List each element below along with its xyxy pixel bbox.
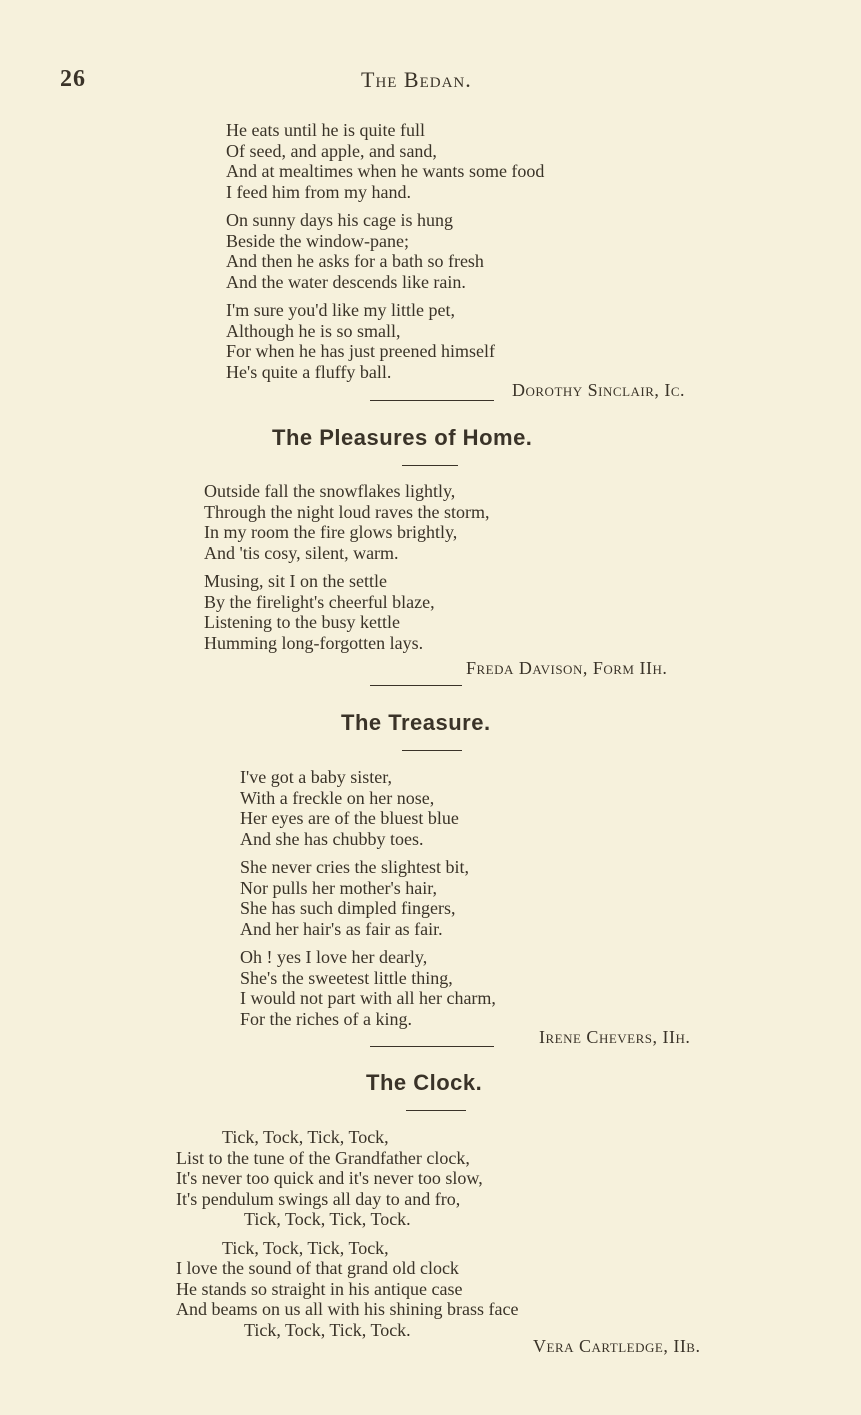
poem-line: And the water descends like rain. bbox=[226, 271, 466, 292]
poem-line: By the firelight's cheerful blaze, bbox=[204, 591, 435, 612]
poem-title: The Treasure. bbox=[341, 710, 491, 735]
poem-line: And then he asks for a bath so fresh bbox=[226, 251, 484, 271]
poem-line: He's quite a fluffy ball. bbox=[226, 361, 392, 382]
poem-clock bbox=[176, 1127, 518, 1348]
section-divider bbox=[370, 1046, 494, 1047]
poem-line: I've got a baby sister, bbox=[240, 767, 392, 787]
stanza bbox=[226, 300, 544, 382]
poem-line: She's the sweetest little thing, bbox=[240, 967, 453, 988]
poem-title: The Clock. bbox=[366, 1070, 483, 1095]
poem-line: I feed him from my hand. bbox=[226, 181, 411, 202]
poem-line: She never cries the slightest bit, bbox=[240, 857, 469, 877]
stanza bbox=[176, 1238, 518, 1341]
poem-line: Nor pulls her mother's hair, bbox=[240, 877, 437, 898]
poem-line: It's never too quick and it's never too slow, bbox=[176, 1168, 483, 1188]
stanza bbox=[240, 947, 496, 1029]
poem-line: Tick, Tock, Tick, Tock, bbox=[222, 1127, 389, 1147]
running-title: The Bedan. bbox=[361, 67, 472, 92]
poem-line: Of seed, and apple, and sand, bbox=[226, 140, 437, 161]
poem-line: He stands so straight in his antique case bbox=[176, 1278, 463, 1299]
poem-line: And her hair's as fair as fair. bbox=[240, 918, 443, 939]
poem-line: Although he is so small, bbox=[226, 320, 401, 341]
poem-line: Outside fall the snowflakes lightly, bbox=[204, 481, 456, 501]
poem-line: Tick, Tock, Tick, Tock, bbox=[222, 1237, 389, 1258]
title-underline bbox=[402, 465, 458, 466]
poem-line: She has such dimpled fingers, bbox=[240, 898, 456, 918]
poem-line: Listening to the busy kettle bbox=[204, 612, 400, 632]
poem-line: List to the tune of the Grandfather clock, bbox=[176, 1147, 470, 1168]
stanza bbox=[226, 120, 544, 202]
poem-author: Vera Cartledge, IIb. bbox=[533, 1336, 701, 1356]
poem-author: Dorothy Sinclair, Ic. bbox=[512, 380, 686, 400]
poem-line: It's pendulum swings all day to and fro, bbox=[176, 1188, 461, 1209]
poem-line: Beside the window-pane; bbox=[226, 230, 409, 251]
poem-home bbox=[204, 481, 489, 661]
stanza bbox=[204, 571, 489, 653]
stanza bbox=[240, 767, 496, 849]
poem-treasure bbox=[240, 767, 496, 1037]
poem-line: In my room the fire glows brightly, bbox=[204, 522, 458, 542]
poem-author: Irene Chevers, IIh. bbox=[539, 1027, 691, 1047]
poem-line: Through the night loud raves the storm, bbox=[204, 501, 490, 522]
poem-line: I would not part with all her charm, bbox=[240, 988, 496, 1008]
poem-line: I'm sure you'd like my little pet, bbox=[226, 300, 455, 320]
poem-line: Musing, sit I on the settle bbox=[204, 571, 387, 591]
poem-line: Tick, Tock, Tick, Tock. bbox=[244, 1209, 411, 1229]
poem-author: Freda Davison, Form IIh. bbox=[466, 658, 668, 678]
poem-line: On sunny days his cage is hung bbox=[226, 210, 453, 230]
stanza bbox=[204, 481, 489, 563]
poem-line: And beams on us all with his shining brass face bbox=[176, 1299, 519, 1319]
page-number: 26 bbox=[60, 66, 86, 92]
stanza bbox=[240, 857, 496, 939]
poem-line: Oh ! yes I love her dearly, bbox=[240, 947, 428, 967]
title-underline bbox=[402, 750, 462, 751]
poem-line: With a freckle on her nose, bbox=[240, 787, 435, 808]
poem-bird bbox=[226, 120, 544, 390]
poem-line: Tick, Tock, Tick, Tock. bbox=[244, 1319, 411, 1340]
poem-line: I love the sound of that grand old clock bbox=[176, 1258, 459, 1278]
section-divider bbox=[370, 685, 462, 686]
stanza bbox=[176, 1127, 518, 1230]
poem-line: And she has chubby toes. bbox=[240, 828, 424, 849]
poem-line: And 'tis cosy, silent, warm. bbox=[204, 542, 399, 563]
section-divider bbox=[370, 400, 494, 401]
poem-title: The Pleasures of Home. bbox=[272, 425, 533, 450]
poem-line: Her eyes are of the bluest blue bbox=[240, 808, 459, 828]
poem-line: For the riches of a king. bbox=[240, 1008, 412, 1029]
poem-line: And at mealtimes when he wants some food bbox=[226, 161, 545, 181]
poem-line: He eats until he is quite full bbox=[226, 120, 425, 140]
poem-line: For when he has just preened himself bbox=[226, 341, 495, 361]
title-underline bbox=[406, 1110, 466, 1111]
poem-line: Humming long-forgotten lays. bbox=[204, 632, 424, 653]
stanza bbox=[226, 210, 544, 292]
